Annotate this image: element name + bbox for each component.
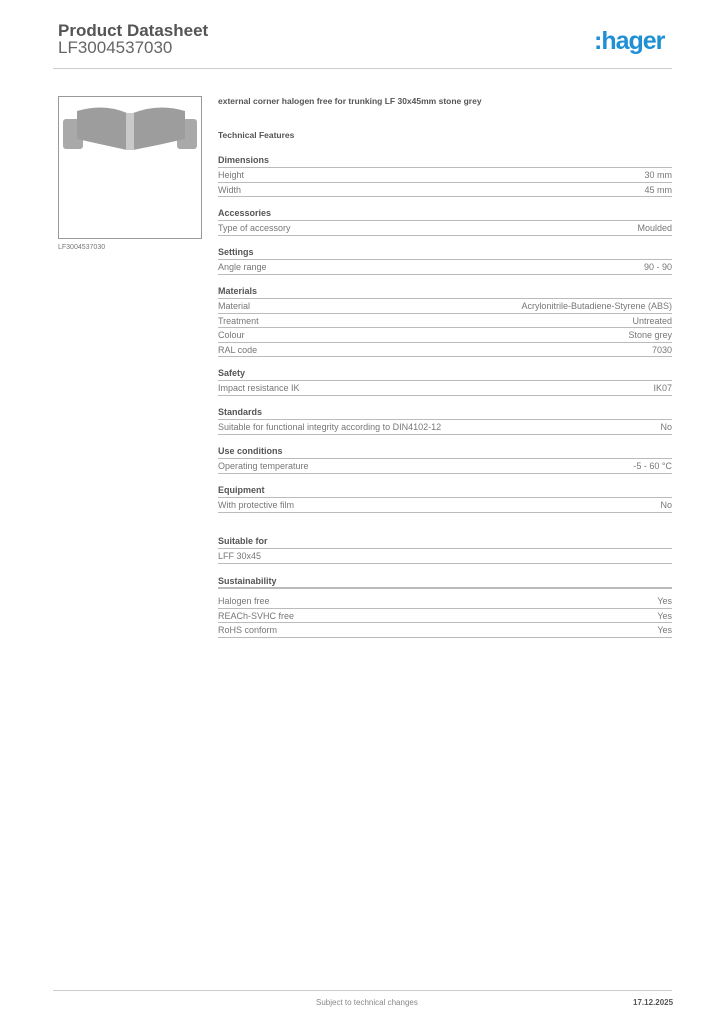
spec-value: Yes: [657, 625, 672, 635]
section-heading: Equipment: [218, 484, 672, 498]
section-heading: Accessories: [218, 207, 672, 221]
spec-value: No: [660, 500, 672, 510]
product-description: external corner halogen free for trunking LF 30x45mm stone grey: [218, 96, 482, 106]
section-heading: Suitable for: [218, 535, 672, 549]
section-sustainability: [218, 575, 672, 638]
section-settings: [218, 246, 672, 275]
spec-row: [218, 381, 672, 396]
section-suitable-for: [218, 535, 672, 564]
spec-label: REACh-SVHC free: [218, 610, 295, 621]
spec-row: [218, 328, 672, 343]
spec-value: 90 - 90: [643, 262, 672, 272]
spec-value: 7030: [651, 344, 672, 355]
spec-value: Stone grey: [628, 330, 672, 340]
spec-value: Moulded: [637, 223, 672, 233]
product-image: [58, 96, 202, 239]
spec-label: LFF 30x45: [218, 551, 262, 561]
footer-divider: [53, 990, 672, 991]
section-heading: Safety: [218, 367, 672, 381]
spec-label: Operating temperature: [218, 461, 309, 471]
spec-value: 45 mm: [644, 184, 672, 195]
spec-row: [218, 498, 672, 513]
corner-piece-illustration: [59, 97, 201, 238]
spec-label: RoHS conform: [218, 625, 278, 635]
section-use-conditions: [218, 445, 672, 474]
spec-row: [218, 623, 672, 638]
footer-date: 17.12.2025: [633, 998, 674, 1007]
footer-note: Subject to technical changes: [316, 998, 418, 1007]
technical-features-heading: Technical Features: [218, 130, 295, 140]
section-heading: Sustainability: [218, 575, 672, 589]
spec-label: Type of accessory: [218, 223, 291, 233]
spec-row: [218, 343, 672, 358]
spec-row: [218, 609, 672, 624]
section-equipment: [218, 484, 672, 513]
section-dimensions: [218, 154, 672, 197]
section-accessories: [218, 207, 672, 236]
section-heading: Dimensions: [218, 154, 672, 168]
spec-value: Untreated: [632, 315, 672, 326]
spec-label: Material: [218, 301, 251, 311]
page-title: Product Datasheet: [58, 21, 209, 40]
spec-row: [218, 260, 672, 275]
image-caption: LF3004537030: [58, 244, 106, 251]
header-divider: [53, 68, 672, 69]
section-safety: [218, 367, 672, 396]
section-heading: Standards: [218, 406, 672, 420]
section-heading: Materials: [218, 285, 672, 299]
spec-value: -5 - 60 °C: [633, 461, 672, 471]
spec-row: [218, 183, 672, 198]
section-heading: Settings: [218, 246, 672, 260]
spec-value: Acrylonitrile-Butadiene-Styrene (ABS): [521, 301, 672, 311]
spec-value: 30 mm: [644, 170, 672, 180]
spec-row: [218, 168, 672, 183]
spec-row: [218, 221, 672, 236]
spec-label: Halogen free: [218, 596, 270, 606]
spec-row: [218, 459, 672, 474]
product-code: LF3004537030: [58, 38, 173, 57]
spec-label: Impact resistance IK: [218, 383, 300, 393]
spec-value: No: [660, 422, 672, 432]
spec-label: With protective film: [218, 500, 295, 510]
spec-label: Colour: [218, 330, 245, 340]
spec-label: Suitable for functional integrity according to DIN4102-12: [218, 422, 442, 432]
spec-label: Treatment: [218, 315, 259, 326]
spec-value: Yes: [657, 610, 672, 621]
spec-row: [218, 420, 672, 435]
spec-row: [218, 299, 672, 314]
spec-label: Height: [218, 170, 245, 180]
spec-label: RAL code: [218, 344, 258, 355]
spec-label: Width: [218, 184, 242, 195]
spec-value: IK07: [653, 383, 672, 393]
section-heading: Use conditions: [218, 445, 672, 459]
section-standards: [218, 406, 672, 435]
section-materials: [218, 285, 672, 357]
spec-row: [218, 594, 672, 609]
spec-label: Angle range: [218, 262, 267, 272]
spec-row: [218, 314, 672, 329]
spec-row: [218, 549, 672, 564]
hager-logo: :hager: [594, 27, 665, 55]
spec-value: Yes: [657, 596, 672, 606]
